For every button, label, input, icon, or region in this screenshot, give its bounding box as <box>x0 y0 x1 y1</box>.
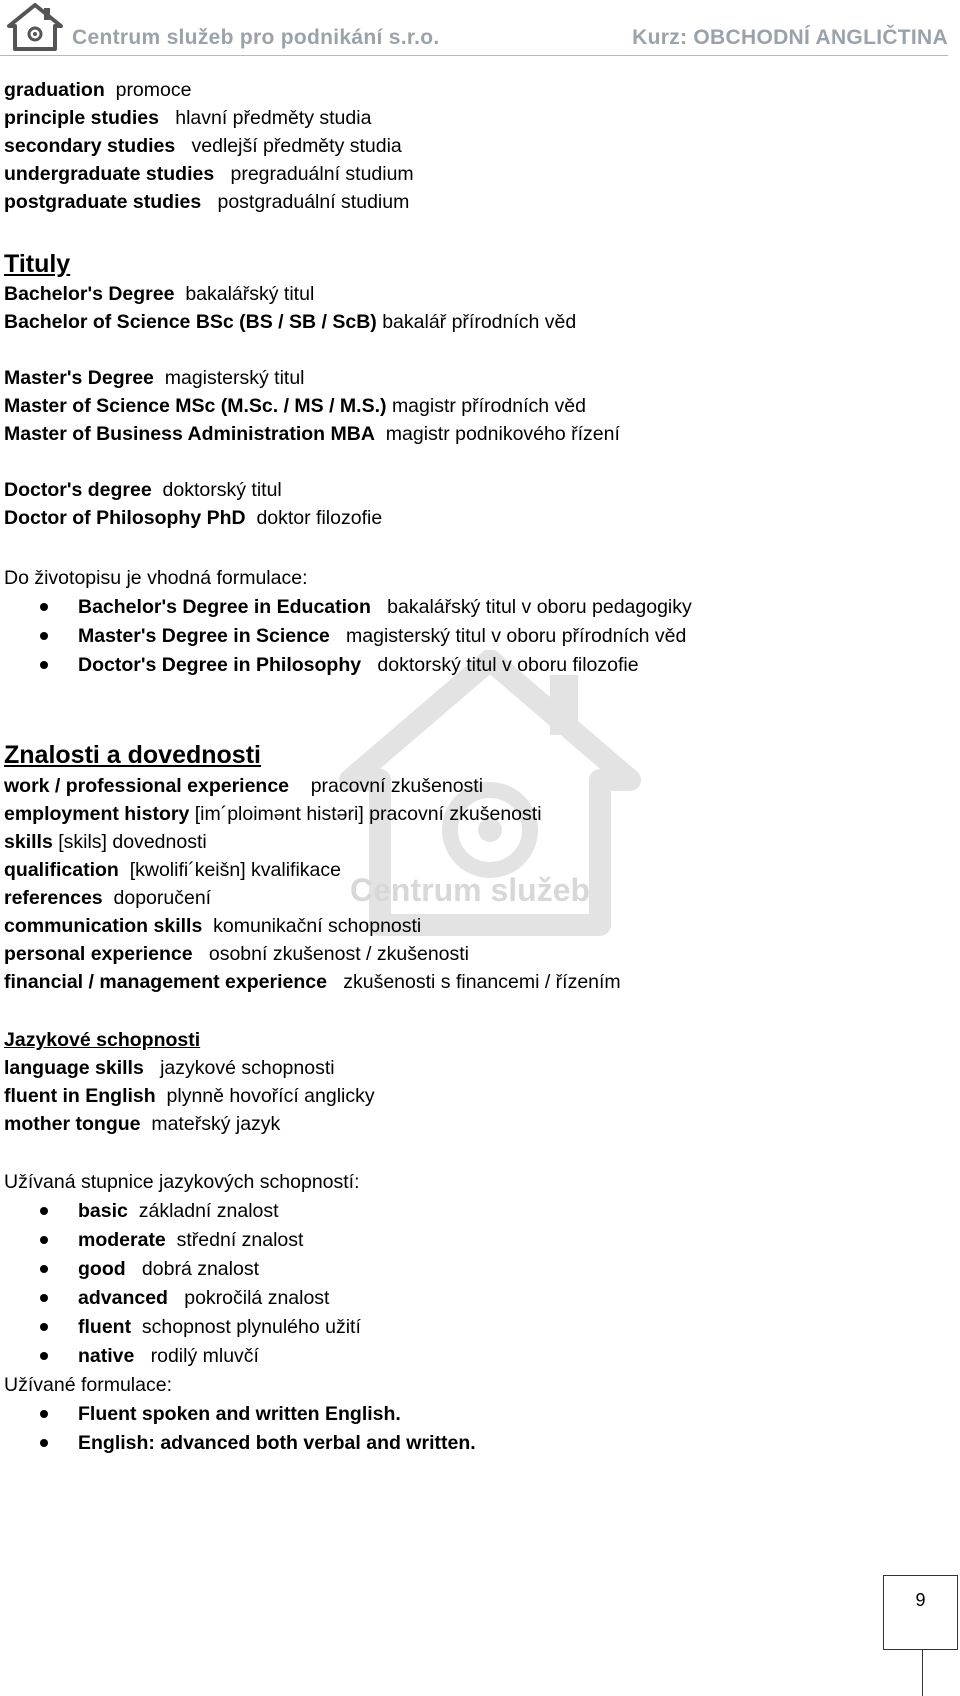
term-line: Master's Degree magisterský titul <box>4 367 305 389</box>
bullet-icon <box>40 1352 48 1360</box>
term-line: communication skills komunikační schopnosti <box>4 915 422 937</box>
page-header <box>0 0 960 58</box>
term-line: mother tongue mateřský jazyk <box>4 1113 281 1135</box>
bullet-icon <box>40 632 48 640</box>
term-line: Bachelor of Science BSc (BS / SB / ScB) bakalář přírodních věd <box>4 311 577 333</box>
term-line: Bachelor's Degree bakalářský titul <box>4 283 315 305</box>
bullet-icon <box>40 603 48 611</box>
subsection-heading: Jazykové schopnosti <box>4 1029 201 1051</box>
term-line: work / professional experience pracovní zkušenosti <box>4 775 484 797</box>
paragraph: Do životopisu je vhodná formulace: <box>4 567 308 589</box>
bullet-icon <box>40 1236 48 1244</box>
term-line: references doporučení <box>4 887 212 909</box>
bullet-icon <box>40 1410 48 1418</box>
page-number-line <box>922 1649 923 1696</box>
section-heading: Znalosti a dovednosti <box>4 741 261 769</box>
term-line: Master of Science MSc (M.Sc. / MS / M.S.) magistr přírodních věd <box>4 395 586 417</box>
page-number: 9 <box>915 1590 926 1610</box>
term-line: postgraduate studies postgraduální studium <box>4 191 410 213</box>
term-line: language skills jazykové schopnosti <box>4 1057 335 1079</box>
bullet-icon <box>40 1294 48 1302</box>
term-line: qualification [kwolifi´keišn] kvalifikace <box>4 859 341 881</box>
term-line: Doctor's degree doktorský titul <box>4 479 282 501</box>
term-line: personal experience osobní zkušenost / zkušenosti <box>4 943 470 965</box>
term-line: undergraduate studies pregraduální studium <box>4 163 414 185</box>
term-line: principle studies hlavní předměty studia <box>4 107 372 129</box>
bullet-icon <box>40 1265 48 1273</box>
page-number-box <box>883 1575 958 1650</box>
bullet-icon <box>40 1323 48 1331</box>
term-line: employment history [im´ploimənt histəri] pracovní zkušenosti <box>4 803 542 825</box>
course-name: Kurz: OBCHODNÍ ANGLIČTINA <box>632 26 948 49</box>
term-line: Doctor of Philosophy PhD doktor filozofie <box>4 507 383 529</box>
paragraph: Užívaná stupnice jazykových schopností: <box>4 1171 360 1193</box>
term-line: graduation promoce <box>4 79 192 101</box>
term-line: secondary studies vedlejší předměty studia <box>4 135 402 157</box>
company-name: Centrum služeb pro podnikání s.r.o. <box>72 26 440 49</box>
section-heading: Tituly <box>4 250 71 278</box>
watermark-text: Centrum služeb <box>350 872 591 908</box>
header-divider <box>0 55 948 56</box>
bullet-icon <box>40 1207 48 1215</box>
term-line: financial / management experience zkušenosti s financemi / řízením <box>4 971 621 993</box>
bullet-icon <box>40 1439 48 1447</box>
term-line: skills [skils] dovednosti <box>4 831 207 853</box>
paragraph: Užívané formulace: <box>4 1374 172 1396</box>
term-line: Master of Business Administration MBA magistr podnikového řízení <box>4 423 620 445</box>
term-line: fluent in English plynně hovořící anglicky <box>4 1085 375 1107</box>
house-logo-icon <box>6 2 64 52</box>
bullet-icon <box>40 661 48 669</box>
